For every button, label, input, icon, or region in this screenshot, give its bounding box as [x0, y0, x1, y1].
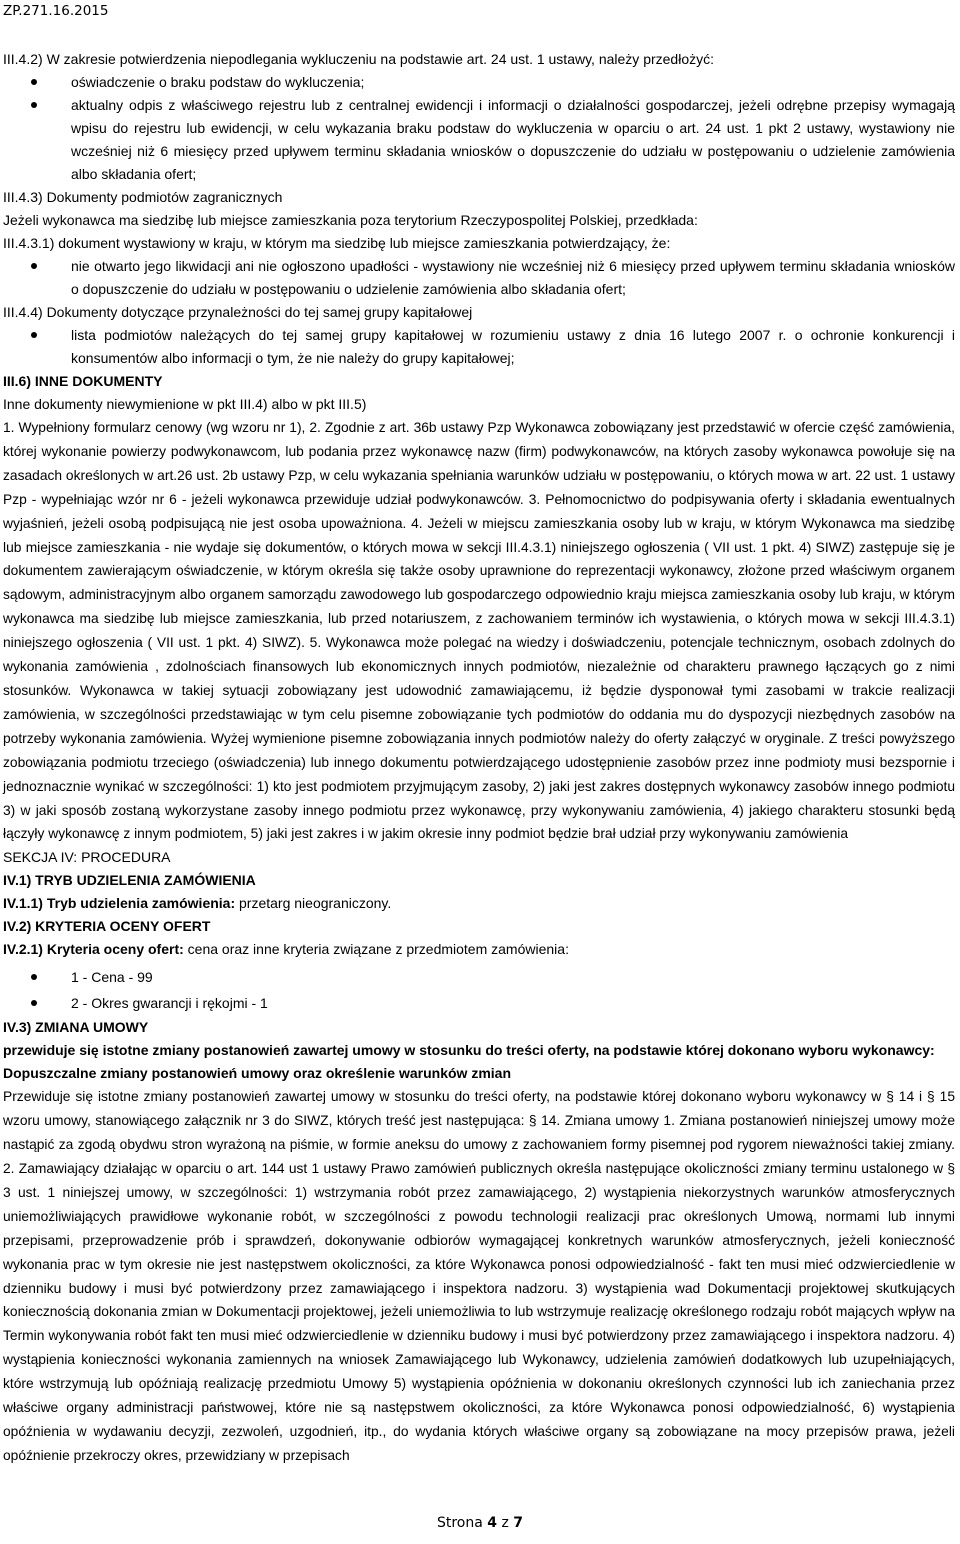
document-body: [3, 48, 955, 1468]
bullet-list-iii-4-3: [3, 255, 955, 301]
paragraph-bold: przewiduje się istotne zmiany postanowień zawartej umowy w stosunku do treści oferty, na podstawie której dokonano wyboru wykonawcy:: [3, 1042, 935, 1059]
bullet-list-iii-4-4: [3, 324, 955, 370]
criteria-list: [3, 964, 955, 1016]
paragraph-iv-1-1: IV.1.1) Tryb udzielenia zamówienia: przetarg nieograniczony.: [3, 895, 392, 912]
section-heading-iii-4-4: III.4.4) Dokumenty dotyczące przynależności do tej samej grupy kapitałowej: [3, 304, 473, 320]
list-item: 1 - Cena - 99: [3, 964, 955, 990]
page-total: 7: [513, 1515, 524, 1531]
section-heading-iv-1: IV.1) TRYB UDZIELENIA ZAMÓWIENIA: [3, 872, 256, 889]
list-item: lista podmiotów należących do tej samej grupy kapitałowej w rozumieniu ustawy z dnia 16 lutego 2007 r. o ochronie konkurencji i konsumentów albo informacji o tym, że nie należy do grupy kapitałowej;: [3, 324, 955, 370]
page-number: 4: [487, 1515, 498, 1531]
section-heading-iv-2: IV.2) KRYTERIA OCENY OFERT: [3, 918, 211, 935]
bullet-list-iii-4-2: [3, 71, 955, 186]
bullet-icon: [31, 102, 37, 108]
bullet-icon: [31, 263, 37, 269]
document-reference: ZP.271.16.2015: [3, 3, 109, 19]
bullet-icon: [31, 1000, 37, 1006]
paragraph-other-documents: 1. Wypełniony formularz cenowy (wg wzoru nr 1), 2. Zgodnie z art. 36b ustawy Pzp Wykonawca zobowiązany jest przedstawić w ofercie część zamówienia, której wykonanie powierzy podwykonawcom, lub podania przez wykonawcę nazw (firm) podwykonawców, na których zasoby wykonawca powołuje się na zasadach określonych w art.26 ust. 2b ustawy Pzp, w celu wykazania spełniania warunków udziału w postępowaniu, o których mowa w art. 22 ust. 1 ustawy Pzp - wypełniając wzór nr 6 - jeżeli wykonawca przewiduje udział podwykonawców. 3. Pełnomocnictwo do podpisywania oferty i składania ewentualnych wyjaśnień, jeżeli osobą podpisującą nie jest osoba upoważniona. 4. Jeżeli w miejscu zamieszkania osoby lub w kraju, w którym Wykonawca ma siedzibę lub miejsce zamieszkania - nie wydaje się dokumentów, o których mowa w sekcji III.4.3.1) niniejszego ogłoszenia ( VII ust. 1 pkt. 4) SIWZ) zastępuje się je dokumentem zawierającym oświadczenie, w którym określa się także osoby uprawnione do reprezentacji wykonawcy, złożone przed właściwym organem sądowym, administracyjnym albo organem samorządu zawodowego lub gospodarczego odpowiednio kraju miejsca zamieszkania osoby lub kraju, w którym wykonawca ma siedzibę lub miejsce zamieszkania, lub przed notariuszem, z zachowaniem terminów ich wystawienia, o których mowa w sekcji III.4.3.1) niniejszego ogłoszenia ( VII ust. 1 pkt. 4) SIWZ). 5. Wykonawca może polegać na wiedzy i doświadczeniu, potencjale technicznym, osobach zdolnych do wykonania zamówienia , zdolnościach finansowych lub ekonomicznych innych podmiotów, niezależnie od charakteru prawnego łączących go z nimi stosunków. Wykonawca w takiej sytuacji zobowiązany jest udowodnić zamawiającemu, iż będzie dysponował tymi zasobami w trakcie realizacji zamówienia, w szczególności przedstawiając w tym celu pisemne zobowiązanie tych podmiotów do oddania mu do dyspozycji niezbędnych zasobów na potrzeby wykonania zamówienia. Wyżej wymienione pisemne zobowiązania innych podmiotów należy do oferty załączyć w oryginale. Z treści powyższego zobowiązania podmiotu trzeciego (oświadczenia) lub innego dokumentu potwierdzającego udostępnienie zasobów przez inne podmioty musi bezspornie i jednoznacznie wynikać w szczególności: 1) kto jest podmiotem przyjmującym zasoby, 2) jaki jest zakres dostępnych wykonawcy zasobów innego podmiotu 3) w jaki sposób zostaną wykorzystane zasoby innego podmiotu przez wykonawcę, przy wykonywaniu zamówienia, 4) jakiego charakteru stosunki będą łączyły wykonawcę z innym podmiotem, 5) jaki jest zakres i w jakim okresie inny podmiot będzie brał udział przy wykonywaniu zamówienia: [3, 420, 955, 842]
paragraph-iv-2-1: IV.2.1) Kryteria oceny ofert: cena oraz inne kryteria związane z przedmiotem zamówienia:: [3, 941, 569, 958]
paragraph: III.4.3.1) dokument wystawiony w kraju, w którym ma siedzibę lub miejsce zamieszkania potwierdzający, że:: [3, 235, 671, 251]
paragraph: Inne dokumenty niewymienione w pkt III.4) albo w pkt III.5): [3, 396, 367, 412]
page-footer: Strona 4 z 7: [436, 1515, 524, 1531]
section-heading-iv: SEKCJA IV: PROCEDURA: [3, 849, 171, 866]
bullet-icon: [31, 332, 37, 338]
paragraph-bold: Dopuszczalne zmiany postanowień umowy oraz określenie warunków zmian: [3, 1065, 512, 1082]
paragraph: Jeżeli wykonawca ma siedzibę lub miejsce zamieszkania poza terytorium Rzeczypospolitej Polskiej, przedkłada:: [3, 212, 698, 228]
bullet-icon: [31, 974, 37, 980]
list-item: aktualny odpis z właściwego rejestru lub z centralnej ewidencji i informacji o działalności gospodarczej, jeżeli odrębne przepisy wymagają wpisu do rejestru lub ewidencji, w celu wykazania braku podstaw do wykluczenia w oparciu o art. 24 ust. 1 pkt 2 ustawy, wystawiony nie wcześniej niż 6 miesięcy przed upływem terminu składania wniosków o dopuszczenie do udziału w postępowaniu o udzielenie zamówienia albo składania ofert;: [3, 94, 955, 186]
list-item: oświadczenie o braku podstaw do wykluczenia;: [3, 71, 955, 94]
paragraph-contract-changes: Przewiduje się istotne zmiany postanowień zawartej umowy w stosunku do treści oferty, na podstawie której dokonano wyboru wykonawcy w § 14 i § 15 wzoru umowy, stanowiącego załącznik nr 3 do SIWZ, których treść jest następująca: § 14. Zmiana umowy 1. Zmiana postanowień niniejszej umowy może nastąpić za zgodą obydwu stron wyrażoną na piśmie, w formie aneksu do umowy z zachowaniem formy pisemnej pod rygorem nieważności takiej zmiany. 2. Zamawiający działając w oparciu o art. 144 ust 1 ustawy Prawo zamówień publicznych określa następujące okoliczności zmiany terminu ustalonego w § 3 ust. 1 niniejszej umowy, w szczególności: 1) wstrzymania robót przez zamawiającego, 2) wystąpienia niekorzystnych warunków atmosferycznych uniemożliwiających prawidłowe wykonanie robót, w szczególności z powodu technologii realizacji prac określonych Umową, normami lub innymi przepisami, przeprowadzenie prób i sprawdzeń, dokonywanie odbiorów wymagającej konkretnych warunków atmosferycznych, jeżeli konieczność wykonania prac w tym okresie nie jest następstwem okoliczności, za które Wykonawca ponosi odpowiedzialność - fakt ten musi mieć odzwierciedlenie w dzienniku budowy i musi być potwierdzony przez zamawiającego i inspektora nadzoru. 3) wystąpienia wad Dokumentacji projektowej skutkujących koniecznością dokonania zmian w Dokumentacji projektowej, jeżeli uniemożliwia to lub wstrzymuje realizację określonego rodzaju robót mających wpływ na Termin wykonywania robót fakt ten musi mieć odzwierciedlenie w dzienniku budowy i musi być potwierdzony przez zamawiającego i inspektora nadzoru. 4) wystąpienia konieczności wykonania zamiennych na wniosek Zamawiającego lub Wykonawcy, udzielenia zamówień dodatkowych lub uzupełniających, które wstrzymują lub opóźniają realizację przedmiotu Umowy 5) wystąpienia opóźnienia w dokonaniu określonych czynności lub ich zaniechania przez właściwe organy administracji państwowej, które nie są następstwem okoliczności, za które Wykonawca ponosi odpowiedzialność, 6) wystąpienia opóźnienia w wydawaniu decyzji, zezwoleń, uzgodnień, itp., do wydania których właściwe organy są zobowiązane na mocy przepisów prawa, jeżeli opóźnienie przekroczy okres, przewidziany w przepisach: [3, 1089, 955, 1463]
section-heading-iv-3: IV.3) ZMIANA UMOWY: [3, 1019, 149, 1036]
list-item: nie otwarto jego likwidacji ani nie ogłoszono upadłości - wystawiony nie wcześniej niż 6 miesięcy przed upływem terminu składania wniosków o dopuszczenie do udziału w postępowaniu o udzielenie zamówienia albo składania ofert;: [3, 255, 955, 301]
section-heading-iii-4-3: III.4.3) Dokumenty podmiotów zagranicznych: [3, 189, 283, 205]
bullet-icon: [31, 79, 37, 85]
section-heading-iii-4-2: III.4.2) W zakresie potwierdzenia niepodlegania wykluczeniu na podstawie art. 24 ust. 1 ustawy, należy przedłożyć:: [3, 51, 714, 67]
list-item: 2 - Okres gwarancji i rękojmi - 1: [3, 990, 955, 1016]
section-heading-iii-6: III.6) INNE DOKUMENTY: [3, 373, 163, 389]
